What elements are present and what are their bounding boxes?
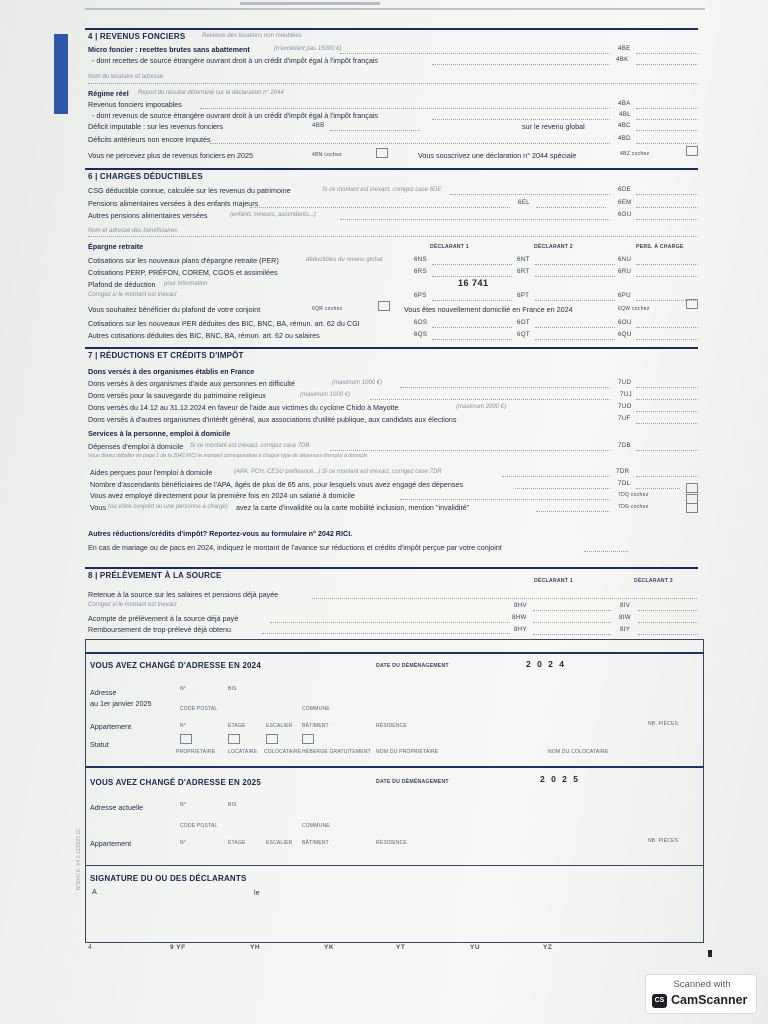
section4-subtitle: Revenus des locations non meublées [202,33,302,39]
locataire-line[interactable] [88,83,698,84]
revenus-imposables-label: Revenus fonciers imposables [88,100,182,109]
leader-dots [450,194,610,195]
code-8HV: 8HV [514,602,527,609]
input-8IV[interactable] [638,610,698,611]
leader-dots [536,511,610,512]
leader-dots [370,399,610,400]
code-8IV: 8IV [620,602,631,609]
epargne-retraite-label: Épargne retraite [88,242,144,251]
signature-lieu-label: A [92,887,97,896]
footer-code-yk: YK [324,944,335,951]
code-postal-2025-label: CODE POSTAL [180,823,218,829]
footer-code-yt: YT [396,944,406,951]
code-6QR: 6QR cochez [312,306,343,312]
appartement-2025-label: Appartement [90,839,132,848]
plafond-label: Plafond de déduction [88,280,156,289]
code-6GU: 6GU [618,211,632,218]
checkbox-6QW[interactable] [686,299,698,309]
code-8IY: 8IY [620,626,631,633]
perp-label: Cotisations PERP, PRÉFON, COREM, CGOS et assimilées [88,268,278,277]
input-4BL[interactable] [636,119,698,120]
commune-2025-label: COMMUNE [302,823,330,829]
code-7UJ: 7UJ [620,391,632,398]
input-6QS[interactable] [432,339,512,340]
input-8IW[interactable] [638,622,698,623]
date-demenagement-2024-label: DATE DU DÉMÉNAGEMENT [376,663,449,669]
code-7DB: 7DB [618,442,631,449]
address-2024-rule [85,652,704,654]
input-7UF[interactable] [636,423,698,424]
code-4BN: 4BN cochez [312,152,342,158]
section7-rule [85,347,698,349]
code-6NT: 6NT [517,256,530,263]
code-4BZ: 4BZ cochez [620,151,650,157]
code-4BC: 4BC [618,122,631,129]
autres-dons-label: Dons versés à d'autres organismes d'intérêt général, aux associations d'utilité publique, aux candidats aux élections [88,415,457,424]
input-6DE[interactable] [636,194,698,195]
code-7DQ: 7DQ cochez [618,492,649,498]
invalidite-label: Vous [90,503,106,512]
section4-title: 4 | REVENUS FONCIERS [88,32,186,41]
checkbox-locataire[interactable] [228,734,240,744]
footer-code-yz: YZ [543,944,553,951]
code-6OU: 6OU [618,319,632,326]
input-4BE[interactable] [636,53,698,54]
residence-label: RÉSIDENCE [376,723,407,729]
regime-reel-label: Régime réel [88,89,129,98]
code-6NU: 6NU [618,256,632,263]
csg-hint: Si ce montant est inexact, corrigez case 6DE [322,187,442,193]
input-8HW[interactable] [533,622,611,623]
signature-rule [85,865,704,866]
leader-dots [400,499,610,500]
page-side-tab [54,34,68,114]
code-8HY: 8HY [514,626,527,633]
escalier-label: ESCALIER [266,723,293,729]
aides-hint: (APA, PCH, CESU préfinancé...) Si ce montant est inexact, corrigez case 7DR [234,469,442,475]
locataire-hint: Nom du locataire et adresse [88,74,164,80]
leader-dots [210,143,610,144]
input-6PS[interactable] [432,300,512,301]
input-6GU[interactable] [636,219,698,220]
input-6QT[interactable] [535,339,615,340]
code-6OT: 6OT [517,319,530,326]
etage-label: ÉTAGE [228,723,246,729]
code-6RS: 6RS [414,268,427,275]
code-7DL: 7DL [618,480,631,487]
code-6DE: 6DE [618,186,631,193]
csg-label: CSG déductible connue, calculée sur les revenus du patrimoine [88,186,291,195]
commune-label: COMMUNE [302,706,330,712]
souscrivez-label: Vous souscrivez une déclaration n° 2044 spéciale [418,151,577,160]
section7-title: 7 | RÉDUCTIONS ET CRÉDITS D'IMPÔT [88,351,244,360]
aides-label: Aides perçues pour l'emploi à domicile [90,468,213,477]
date-demenagement-2025-value: 2 0 2 5 [540,774,580,784]
code-7UO: 7UO [618,403,632,410]
code-4BK: 4BK [616,56,629,63]
regime-reel-hint: Report du résultat déterminé sur la déclaration n° 2044 [138,90,284,96]
input-6RU[interactable] [636,276,698,277]
leader-dots [270,622,510,623]
depenses-label: Dépenses d'emploi à domicile [88,442,184,451]
leader-dots [250,207,510,208]
services-title: Services à la personne, emploi à domicile [88,429,231,438]
statut-label: Statut [90,740,109,749]
code-6EL: 6EL [518,199,530,206]
input-8HY[interactable] [533,634,611,635]
plus-revenus-label: Vous ne percevez plus de revenus fonciers en 2025 [88,151,254,160]
plafond-value: 16 741 [458,278,489,288]
input-6OT[interactable] [535,327,615,328]
invalidite-text: avez la carte d'invalidité ou la carte mobilité inclusion, mention "invalidité" [236,503,470,512]
ascendants-label: Nombre d'ascendants bénéficiaires de l'APA, âgés de plus de 65 ans, pour lesquels vous avez engagé des dépenses [90,480,464,489]
leader-dots [400,387,610,388]
input-6EL[interactable] [536,207,606,208]
code-4BD: 4BD [618,135,631,142]
footer-code-yu: YU [470,944,481,951]
address-2024-title: VOUS AVEZ CHANGÉ D'ADRESSE EN 2024 [90,661,261,670]
code-7DR: 7DR [616,468,630,475]
heberge-gratuitement-label: HÉBERGÉ GRATUITEMENT [302,749,371,755]
input-mariage[interactable] [584,551,628,552]
address-frame [85,639,704,943]
numero-2025-label: N° [180,802,187,808]
retenue-label: Retenue à la source sur les salaires et pensions déjà payée [88,590,279,599]
code-6PU: 6PU [618,292,631,299]
invalidite-hint: (ou votre conjoint ou une personne à charge) [108,504,228,510]
code-6QS: 6QS [414,331,428,338]
proprietaire-label: PROPRIÉTAIRE [176,749,216,755]
batiment-2025-label: BÂTIMENT [302,840,329,846]
box-7DL[interactable] [686,483,698,493]
leader-dots [432,64,610,65]
col-declarant1: DÉCLARANT 1 [430,244,469,250]
bis-2025-label: BIS [228,802,237,808]
code-4BL: 4BL [619,111,631,118]
input-6NT[interactable] [535,264,615,265]
input-4BB[interactable] [330,130,420,131]
input-6OU[interactable] [636,327,698,328]
autres-reductions-note: Autres réductions/crédits d'impôt? Reportez-vous au formulaire n° 2042 RICI. [88,529,353,538]
signature-date-label: le [254,888,260,897]
leader-dots [262,633,510,634]
appart-numero-2025-label: N° [180,840,187,846]
s8-col-declarant1: DÉCLARANT 1 [534,578,573,584]
corrigez-hint: Corrigez si le montant est inexact [88,292,177,298]
leader-dots [432,119,610,120]
checkbox-colocataire[interactable] [266,734,278,744]
code-6PT: 6PT [517,292,530,299]
chido-label: Dons versés du 14.12 au 31.12.2024 en faveur de l'aide aux victimes du cyclone Chido à Mayotte [88,403,399,412]
watermark-brand: CamScanner [671,993,748,1007]
code-postal-label: CODE POSTAL [180,706,218,712]
micro-foncier-source: - dont recettes de source étrangère ouvrant droit à un crédit d'impôt égal à l'impôt français [92,56,379,65]
patrimoine-hint: (maximum 1000 €) [300,392,351,398]
acompte-label: Acompte de prélèvement à la source déjà payé [88,614,239,623]
input-7DB[interactable] [636,450,698,451]
residence-2025-label: RÉSIDENCE [376,840,407,846]
code-7DG: 7DG cochez [618,504,649,510]
section6-title: 6 | CHARGES DÉDUCTIBLES [88,172,203,181]
checkbox-heberge-gratuitement[interactable] [302,734,314,744]
nb-pieces-label: NB. PIÈCES [648,721,679,727]
camscanner-logo-icon: CS [652,994,667,1008]
footer-code-yh: YH [250,944,261,951]
input-6NU[interactable] [636,264,698,265]
scan-edge [240,2,380,5]
watermark-caption: Scanned with [673,979,731,990]
domicile-label: Vous êtes nouvellement domicilié en France en 2024 [404,305,573,314]
bic-label: Cotisations sur les nouveaux PER déduites des BIC, BNC, BA, rémun. art. 62 du CGI [88,319,360,328]
col-pers-charge: PERS. À CHARGE [636,244,684,250]
adresse-label: Adresse [90,688,117,697]
code-4BA: 4BA [618,100,631,107]
s8-corrigez-hint: Corrigez si le montant est inexact [88,602,177,608]
date-demenagement-2025-label: DATE DU DÉMÉNAGEMENT [376,779,449,785]
dons-difficulte-hint: (maximum 1000 €) [332,380,383,386]
leader-dots [502,476,610,477]
nom-proprietaire-label: NOM DU PROPRIÉTAIRE [376,749,439,755]
input-4BA[interactable] [636,108,698,109]
input-4BK[interactable] [636,64,698,65]
input-7DL[interactable] [636,488,680,489]
input-6RT[interactable] [535,276,615,277]
checkbox-4BZ[interactable] [686,146,698,156]
form-reference-code: N°2042 K. V4.0 12/2025 1C [76,828,82,890]
code-6EM: 6EM [618,199,632,206]
code-8HW: 8HW [512,614,527,621]
adresse-actuelle-label: Adresse actuelle [90,803,144,812]
etage-2025-label: ÉTAGE [228,840,246,846]
checkbox-6QR[interactable] [378,301,390,311]
camscanner-watermark [645,974,757,1014]
section8-title: 8 | PRÉLÈVEMENT À LA SOURCE [88,571,222,580]
input-6NS[interactable] [432,264,512,265]
nb-pieces-2025-label: NB. PIÈCES [648,838,679,844]
dons-title: Dons versés à des organismes établis en France [88,367,255,376]
employe-label: Vous avez employé directement pour la première fois en 2024 un salarié à domicile [90,491,355,500]
code-6PS: 6PS [414,292,427,299]
patrimoine-label: Dons versés pour la sauvegarde du patrimoine religieux [88,391,266,400]
code-6OS: 6OS [414,319,428,326]
code-7UF: 7UF [618,415,631,422]
address-2025-title: VOUS AVEZ CHANGÉ D'ADRESSE EN 2025 [90,778,261,787]
leader-dots [340,53,610,54]
input-8HV[interactable] [533,610,611,611]
input-7UJ[interactable] [636,399,698,400]
code-6RU: 6RU [618,268,632,275]
code-8IW: 8IW [619,614,631,621]
input-7UO[interactable] [636,411,698,412]
code-6QW: 6QW cochez [618,306,650,312]
leader-dots [312,598,697,599]
autres-pensions-label: Autres pensions alimentaires versées [88,211,208,220]
colocataire-label: COLOCATAIRE [264,749,302,755]
code-4BB: 4BB [312,122,325,129]
beneficiaires-hint: Nom et adresse des bénéficiaires [88,228,178,234]
date-demenagement-2024-value: 2 0 2 4 [526,659,566,669]
deficit-label: Déficit imputable : sur les revenus fonciers [88,122,224,131]
batiment-label: BÂTIMENT [302,723,329,729]
autres-pensions-hint: (enfants mineurs, ascendants...) [230,212,316,218]
input-6EM[interactable] [636,207,698,208]
code-4BE: 4BE [618,45,631,52]
leader-dots [515,488,610,489]
section6-rule [85,168,698,170]
bis-label: BIS [228,686,237,692]
registration-mark [708,950,712,957]
section8-rule [85,567,698,569]
code-6RT: 6RT [517,268,530,275]
pensions-majeurs-label: Pensions alimentaires versées à des enfants majeurs [88,199,259,208]
escalier-2025-label: ESCALIER [266,840,293,846]
input-6QU[interactable] [636,339,698,340]
checkbox-proprietaire[interactable] [180,734,192,744]
s8-col-declarant2: DÉCLARANT 2 [634,578,673,584]
dons-difficulte-label: Dons versés à des organismes d'aide aux personnes en difficulté [88,379,296,388]
code-6NS: 6NS [414,256,427,263]
plafond-hint: pour information [164,281,208,287]
adresse-date-label: au 1er janvier 2025 [90,699,152,708]
leader-dots [200,108,610,109]
input-7UD[interactable] [636,387,698,388]
code-6QT: 6QT [517,331,530,338]
checkbox-4BN[interactable] [376,148,388,158]
input-6OS[interactable] [432,327,512,328]
depenses-note: Vous devez détailler en page 1 de la 2042 RICI le montant correspondant à chaque type de dépenses d'emploi à domicile [88,453,368,459]
input-6PT[interactable] [535,300,615,301]
signature-title: SIGNATURE DU OU DES DÉCLARANTS [90,874,247,883]
input-4BD[interactable] [636,143,698,144]
leader-dots [340,219,610,220]
page-top-rule [85,8,705,10]
conjoint-label: Vous souhaitez bénéficier du plafond de votre conjoint [88,305,261,314]
code-6QU: 6QU [618,331,632,338]
beneficiaires-line[interactable] [88,236,698,237]
micro-foncier-hint: (n'excédant pas 15000 €) [274,46,342,52]
locataire-status-label: LOCATAIRE [228,749,258,755]
mariage-label: En cas de mariage ou de pacs en 2024, indiquez le montant de l'avance sur réductions et crédits d'impôt perçue par votre conjoint [88,543,502,552]
autres-bic-label: Autres cotisations déduites des BIC, BNC, BA, rémun. art. 62 ou salaires [88,331,320,340]
nom-colocataire-label: NOM DU COLOCATAIRE [548,749,609,755]
leader-dots [330,450,610,451]
address-2025-rule [85,766,704,768]
revenus-source-label: - dont revenus de source étrangère ouvrant droit à un crédit d'impôt égal à l'impôt français [92,111,379,120]
input-8IY[interactable] [638,634,698,635]
col-declarant2: DÉCLARANT 2 [534,244,573,250]
deficits-anterieurs-label: Déficits antérieurs non encore imputés [88,135,211,144]
input-4BC[interactable] [636,130,698,131]
remboursement-label: Remboursement de trop-prélevé déjà obtenu [88,625,232,634]
appart-numero-label: N° [180,723,187,729]
footer-code-9yf: 9 YF [170,944,186,951]
input-7DR[interactable] [636,476,698,477]
appartement-label: Appartement [90,722,132,731]
per-label: Cotisations sur les nouveaux plans d'épargne retraite (PER) [88,256,279,265]
checkbox-7DG[interactable] [686,503,698,513]
revenu-global-label: sur le revenu global [522,122,585,131]
per-hint: déductibles du revenu global [306,257,383,263]
code-7UD: 7UD [618,379,632,386]
depenses-hint: Si ce montant est inexact, corrigez case 7DB [190,443,310,449]
section4-rule [85,28,698,30]
micro-foncier-label: Micro foncier : recettes brutes sans abattement [88,45,250,54]
chido-hint: (maximum 2000 €) [456,404,507,410]
numero-label: N° [180,686,187,692]
input-6RS[interactable] [432,276,512,277]
page-number: 4 [88,944,92,951]
